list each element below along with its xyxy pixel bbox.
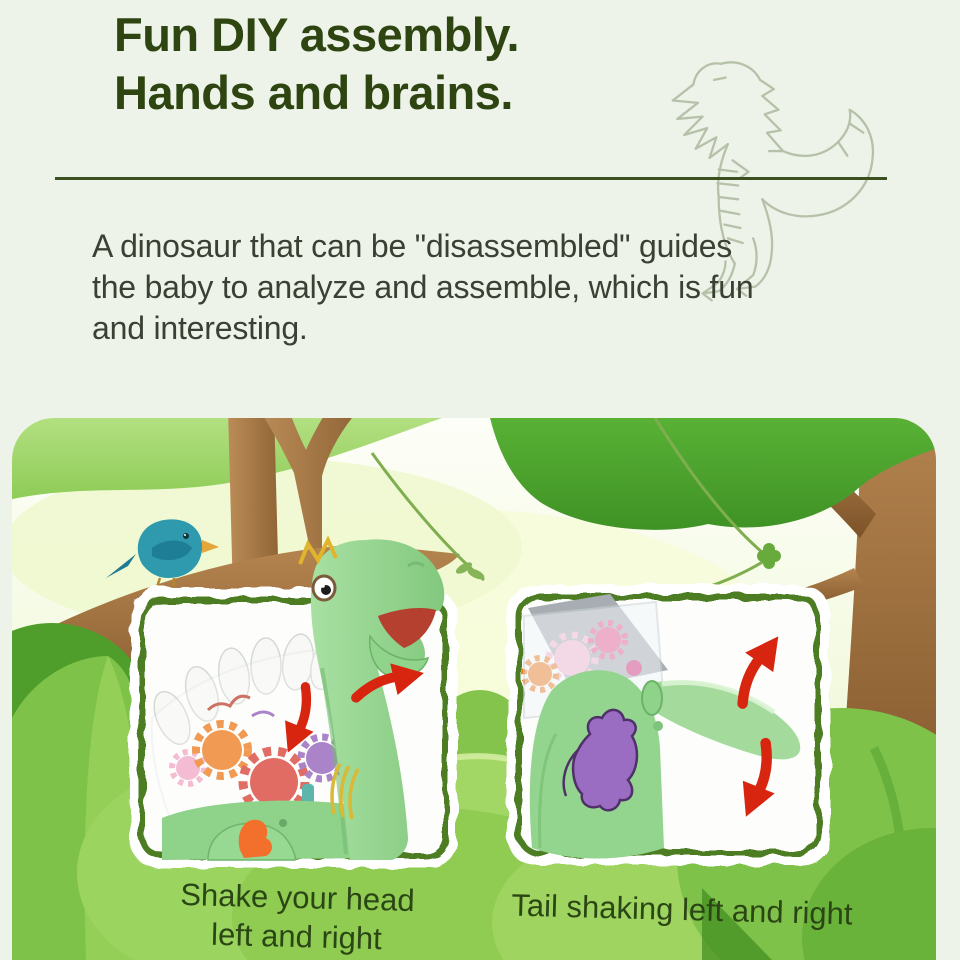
- intro-line: A dinosaur that can be "disassembled" guides: [92, 228, 733, 264]
- intro-line: and interesting.: [92, 310, 308, 346]
- tail-joint: [642, 681, 662, 715]
- page-title: [114, 6, 519, 122]
- screw-hole: [279, 819, 287, 827]
- caption-line: Shake your head: [179, 876, 416, 919]
- intro-line: the baby to analyze and assemble, which is fun: [92, 269, 754, 305]
- caption-line: Tail shaking left and right: [510, 887, 853, 932]
- caption-head-shake: [151, 874, 443, 960]
- forest-scene: [12, 418, 936, 960]
- title-line: Fun DIY assembly.: [114, 8, 520, 61]
- forest-scene-illustration: [12, 418, 936, 960]
- intro-paragraph: [92, 226, 753, 349]
- caption-line: left and right: [210, 916, 383, 957]
- divider-line: [55, 177, 887, 180]
- title-line: Hands and brains.: [114, 66, 513, 119]
